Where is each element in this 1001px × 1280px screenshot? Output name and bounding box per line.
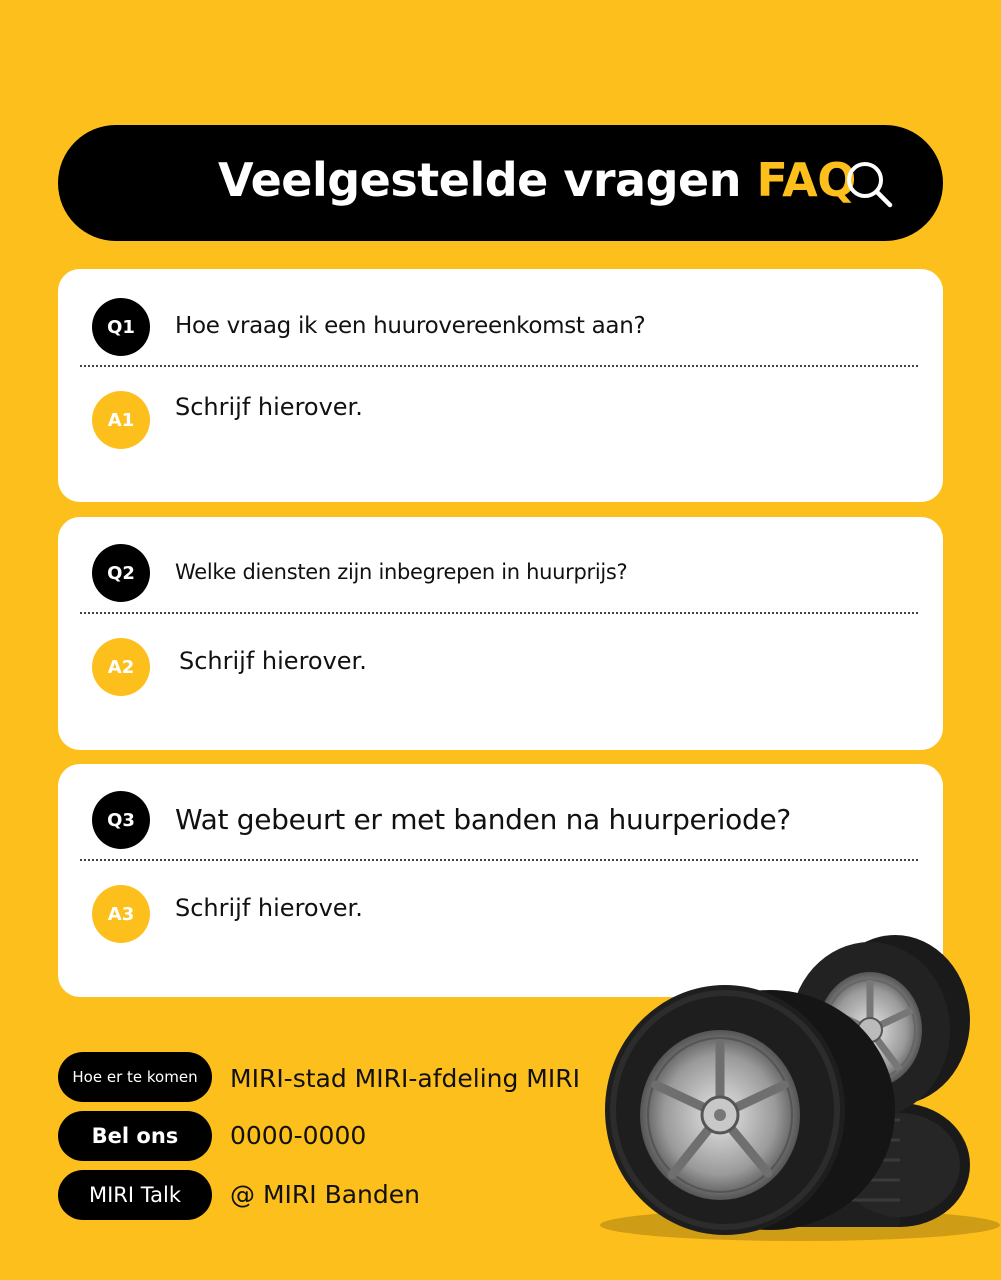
address-text: MIRI-stad MIRI-afdeling MIRI: [230, 1064, 580, 1093]
dotted-divider: [80, 612, 918, 614]
call-label-pill: Bel ons: [58, 1111, 212, 1161]
faq-card-1: [58, 269, 943, 502]
page-title-accent: FAQ: [756, 153, 856, 207]
faq-header: [58, 125, 943, 241]
directions-label-pill: Hoe er te komen: [58, 1052, 212, 1102]
question-badge: Q3: [92, 791, 150, 849]
tires-illustration: [570, 925, 1001, 1245]
page-title: [218, 153, 856, 207]
question-text: Wat gebeurt er met banden na huurperiode?: [175, 803, 791, 836]
answer-badge: A1: [92, 391, 150, 449]
question-text: Hoe vraag ik een huurovereenkomst aan?: [175, 313, 646, 339]
answer-badge: A2: [92, 638, 150, 696]
question-text: Welke diensten zijn inbegrepen in huurprijs?: [175, 560, 628, 584]
talk-handle[interactable]: @ MIRI Banden: [230, 1180, 420, 1209]
answer-text: Schrijf hierover.: [175, 894, 363, 922]
dotted-divider: [80, 859, 918, 861]
talk-label-pill: MIRI Talk: [58, 1170, 212, 1220]
search-icon[interactable]: [843, 158, 895, 210]
answer-text: Schrijf hierover.: [179, 647, 367, 675]
question-badge: Q1: [92, 298, 150, 356]
page-title-text: Veelgestelde vragen: [218, 153, 741, 207]
answer-text: Schrijf hierover.: [175, 393, 363, 421]
phone-number[interactable]: 0000-0000: [230, 1121, 367, 1150]
question-badge: Q2: [92, 544, 150, 602]
dotted-divider: [80, 365, 918, 367]
faq-card-2: [58, 517, 943, 750]
answer-badge: A3: [92, 885, 150, 943]
